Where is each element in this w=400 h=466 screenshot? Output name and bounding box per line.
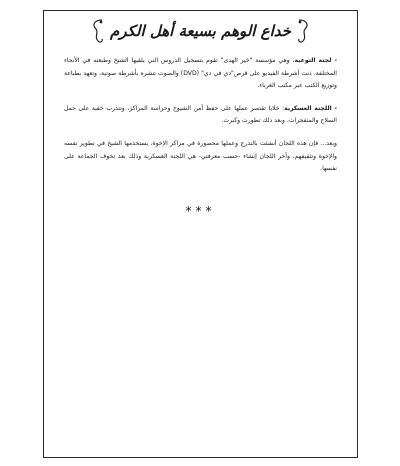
section-separator: *** (185, 204, 216, 218)
paragraph-awareness-committee (64, 55, 337, 93)
paragraph-conclusion (64, 138, 337, 176)
header-title: خداع الوهم بسيعة أهل الكرم (110, 22, 291, 40)
page-header (44, 17, 357, 47)
right-scroll-ornament-icon (297, 17, 311, 45)
paragraph-text: وبعد... فإن هذه اللجان أنشئت بالتدرج وعملها محصورة في مراكز الإخوة، يستخدمها الشيخ في تطوير نفسه والإخوة وتثقيفهم، وآخر اللجان إنشاء -حسب معرفتي- هي اللجنة العسكرية وذلك بعد تخوف الجماعة على نفسها. (64, 139, 337, 173)
paragraph-military-committee (64, 103, 337, 128)
paragraph-text: ، وهي مؤسسة "خير الهدى" تقوم بتسجيل الدروس التي يلقيها الشيخ وطبعته في الأنحاء المختلفة، ذنت أشرطة الفيديو على قرص"دي في دي" (DVD) والصوت تنشره بأشرطة صوتية، وتعهد بطباعة وتوزيع الكتب عبر مكتب الغرباء. (64, 57, 337, 90)
left-scroll-ornament-icon (90, 17, 104, 45)
paragraph-lead: - اللجنة العسكرية (284, 104, 337, 112)
document-page (43, 10, 358, 458)
paragraph-lead: - لجنة التوعية (294, 57, 337, 64)
paragraph-text: : خلايا تقتصر عملها على حفظ أمن الشيوخ وحراسة المراكز، وتتدرب خفية على حمل السلاح والمتفجرات، وبعد ذلك تطورت وكبرت. (64, 104, 337, 125)
body-text (64, 55, 337, 186)
header-title-ornament (100, 17, 301, 45)
